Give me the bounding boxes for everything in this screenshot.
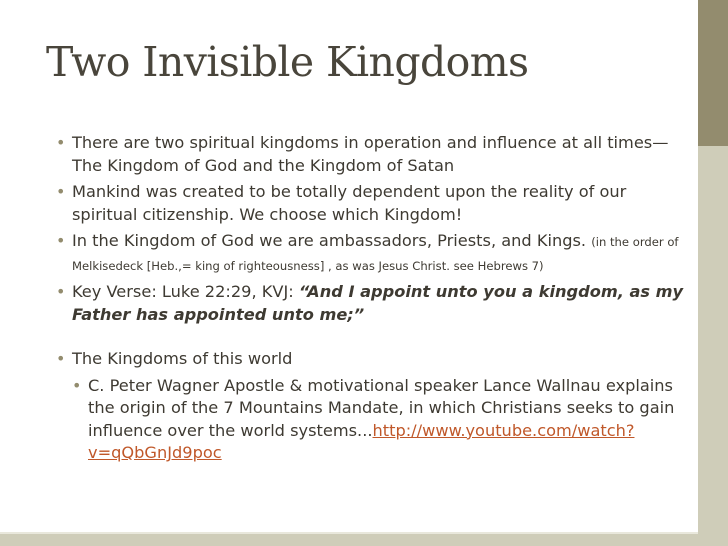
bullet-kingdom-of-god: [56, 230, 692, 277]
bottom-decor-bar: [0, 534, 698, 546]
bullet-kingdom-of-god-text: In the Kingdom of God we are ambassadors, Priests, and Kings.: [72, 231, 587, 250]
youtube-link[interactable]: http://www.youtube.com/watch?v=qQbGnJd9poc: [88, 420, 635, 462]
sub-bullet-text: C. Peter Wagner Apostle & motivational speaker Lance Wallnau explains the origin of the 7 Mountains Mandate, in which Christians seeks to gain influence over the world systems...: [88, 375, 675, 440]
bullet-kingdoms-of-world: • The Kingdoms of this world: [56, 348, 692, 371]
bullet-mankind: • Mankind was created to be totally dependent upon the reality of our spiritual citizenship. We choose which Kingdom!: [56, 181, 692, 226]
bullet-two-kingdoms: • There are two spiritual kingdoms in operation and influence at all times—The Kingdom of God and the Kingdom of Satan: [56, 132, 692, 177]
slide-title: Two Invisible Kingdoms: [46, 38, 529, 86]
bullet-key-verse: [56, 281, 692, 326]
key-verse-quote: “And I appoint unto you a kingdom, as my Father has appointed unto me;”: [72, 282, 684, 324]
slide-body: [56, 132, 692, 465]
key-verse-label: Key Verse: Luke 22:29, KVJ:: [72, 282, 294, 301]
bullet-kingdom-of-god-note: (in the order of Melkisedeck [Heb.,= king of righteousness] , as was Jesus Christ. see Hebrews 7): [72, 235, 679, 273]
right-decor-bar-accent: [698, 0, 728, 146]
sub-bullet-seven-mountains: [72, 375, 692, 465]
